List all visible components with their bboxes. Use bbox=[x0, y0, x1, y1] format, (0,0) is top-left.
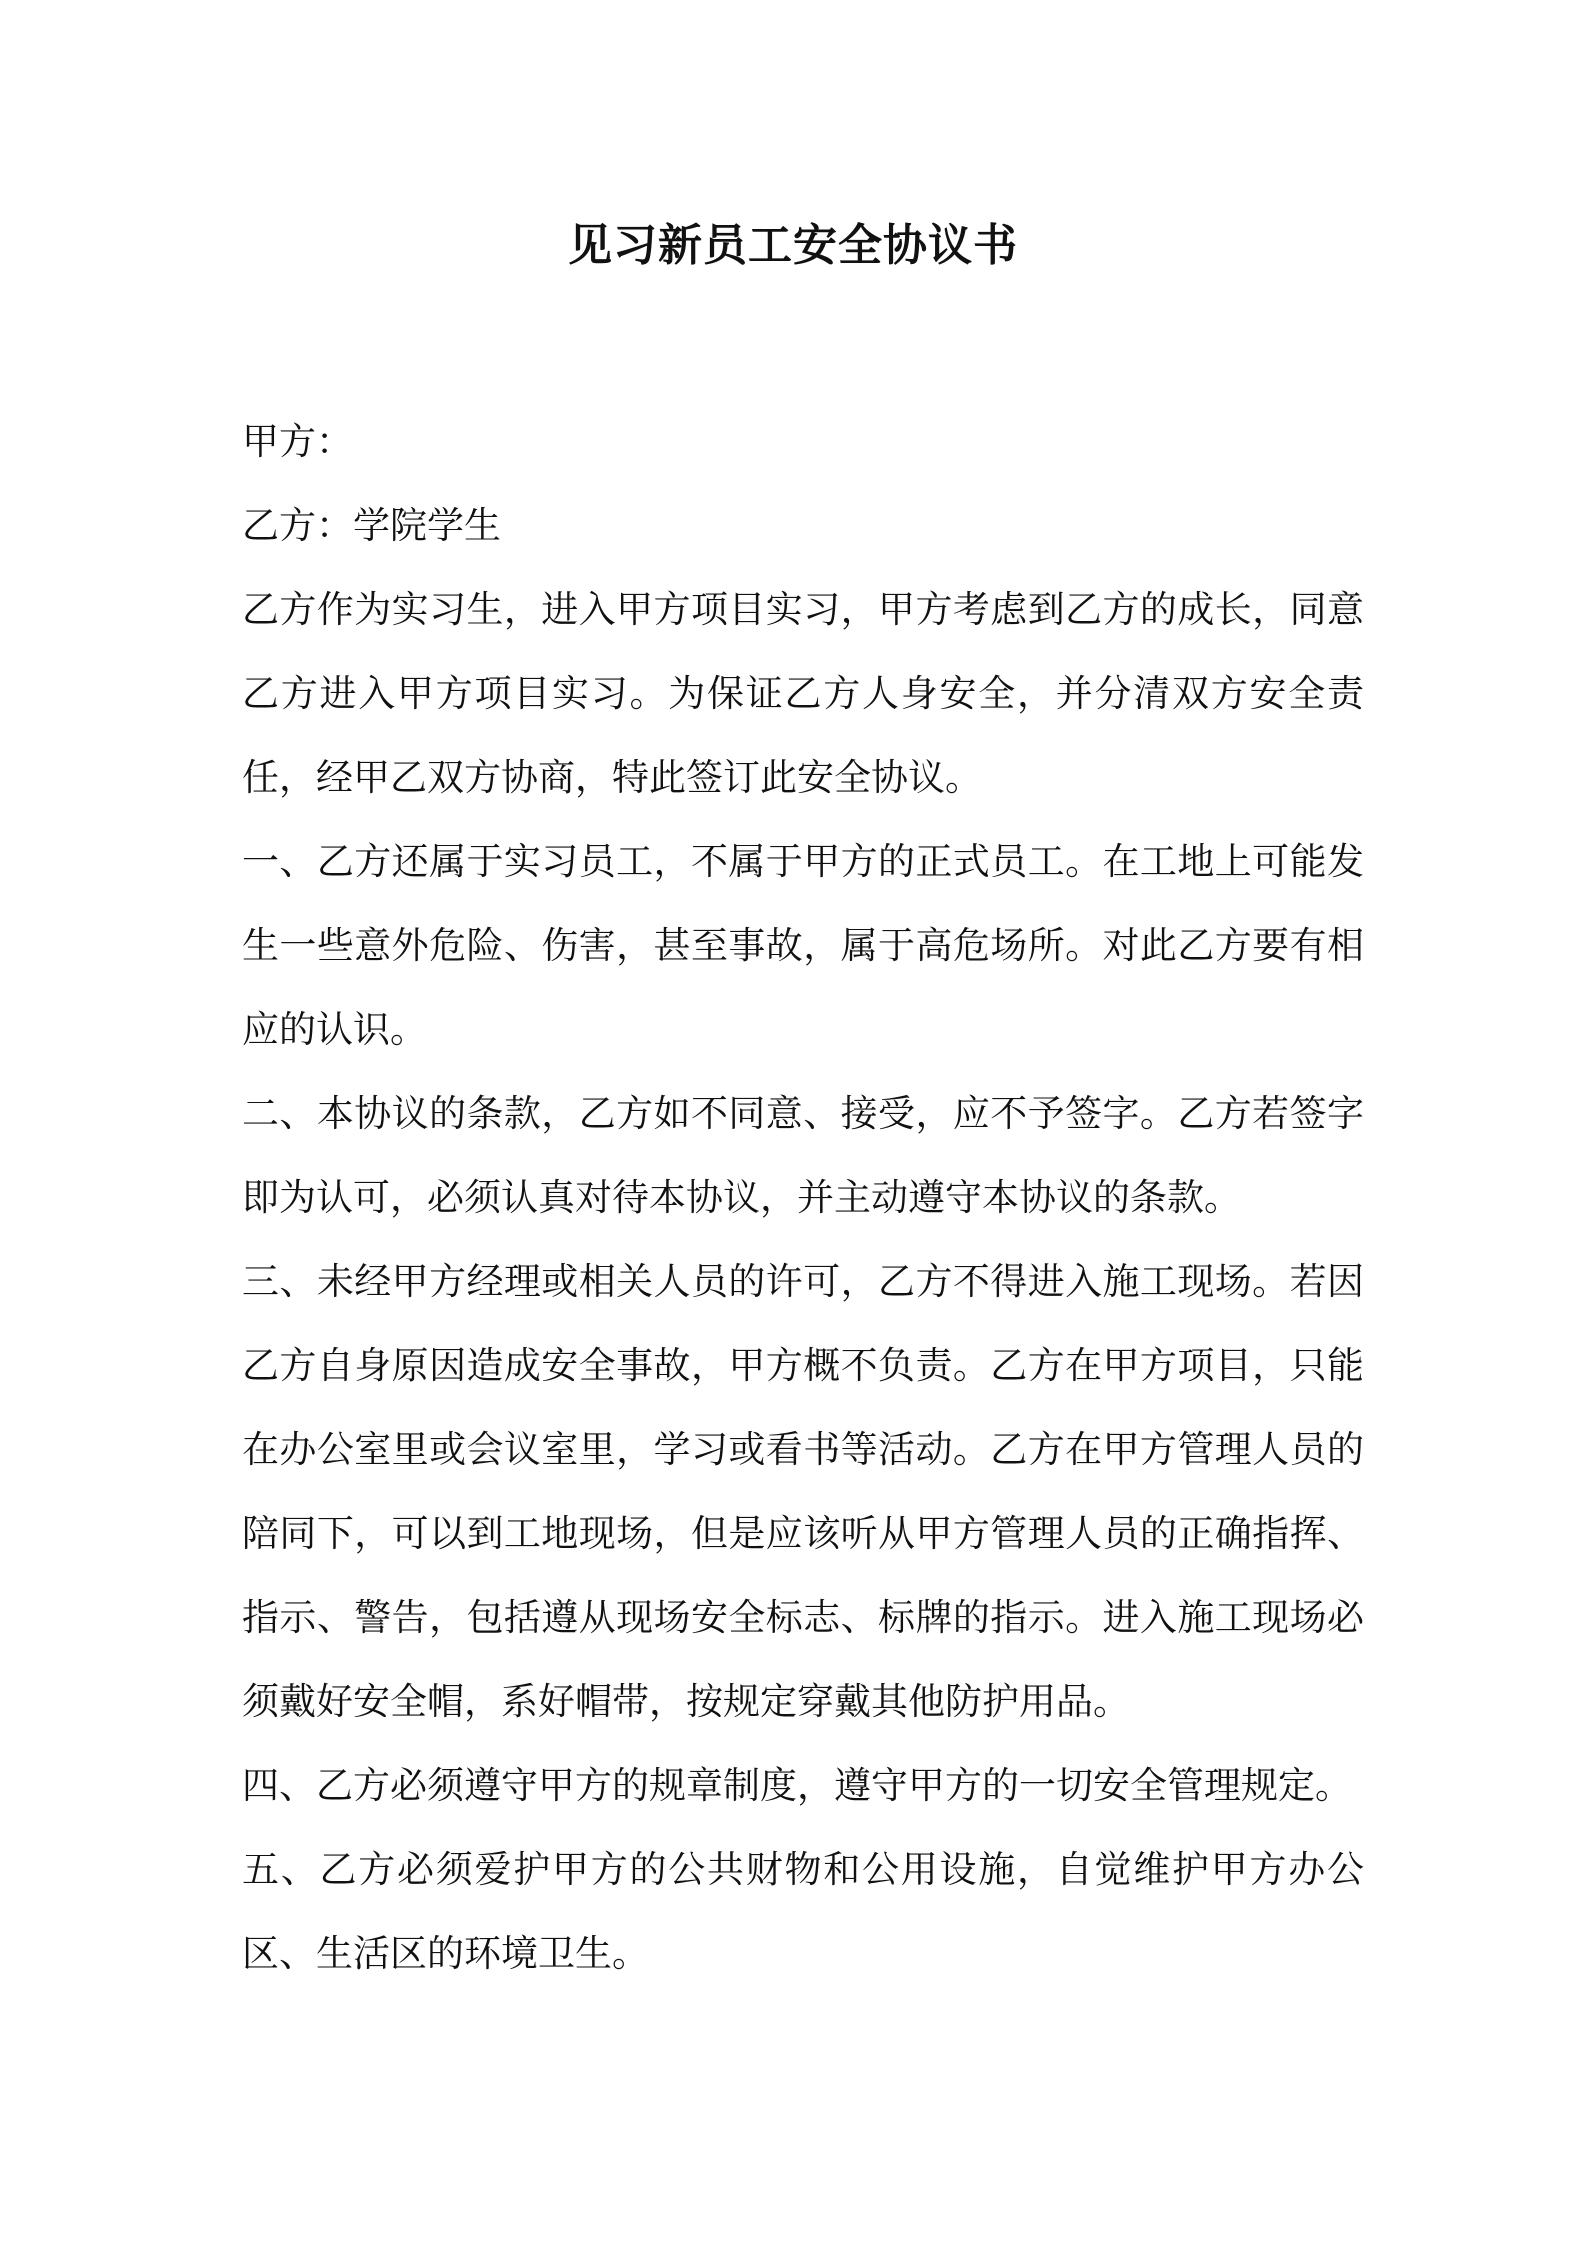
party-a-line: 甲方： bbox=[242, 420, 353, 463]
document-title: 见习新员工安全协议书 bbox=[568, 220, 1018, 271]
intro-paragraph: 乙方作为实习生，进入甲方项目实习，甲方考虑到乙方的成长，同意乙方进入甲方项目实习。为保证乙方人身安全，并分清双方安全责任，经甲乙双方协商，特此签订此安全协议。 bbox=[242, 588, 1364, 799]
clause-1-paragraph: 一、乙方还属于实习员工，不属于甲方的正式员工。在工地上可能发生一些意外危险、伤害，甚至事故，属于高危场所。对此乙方要有相应的认识。 bbox=[242, 840, 1364, 1051]
clause-3-paragraph: 三、未经甲方经理或相关人员的许可，乙方不得进入施工现场。若因乙方自身原因造成安全事故，甲方概不负责。乙方在甲方项目，只能在办公室里或会议室里，学习或看书等活动。乙方在甲方管理人员的陪同下，可以到工地现场，但是应该听从甲方管理人员的正确指挥、指示、警告，包括遵从现场安全标志、标牌的指示。进入施工现场必须戴好安全帽，系好帽带，按规定穿戴其他防护用品。 bbox=[242, 1260, 1364, 1723]
clause-4-paragraph: 四、乙方必须遵守甲方的规章制度，遵守甲方的一切安全管理规定。 bbox=[242, 1764, 1352, 1807]
party-b-line: 乙方：学院学生 bbox=[242, 504, 501, 547]
clause-2-paragraph: 二、本协议的条款，乙方如不同意、接受，应不予签字。乙方若签字即为认可，必须认真对待本协议，并主动遵守本协议的条款。 bbox=[242, 1092, 1364, 1219]
clause-5-paragraph: 五、乙方必须爱护甲方的公共财物和公用设施，自觉维护甲方办公区、生活区的环境卫生。 bbox=[242, 1848, 1364, 1975]
document-body bbox=[242, 400, 1364, 1996]
